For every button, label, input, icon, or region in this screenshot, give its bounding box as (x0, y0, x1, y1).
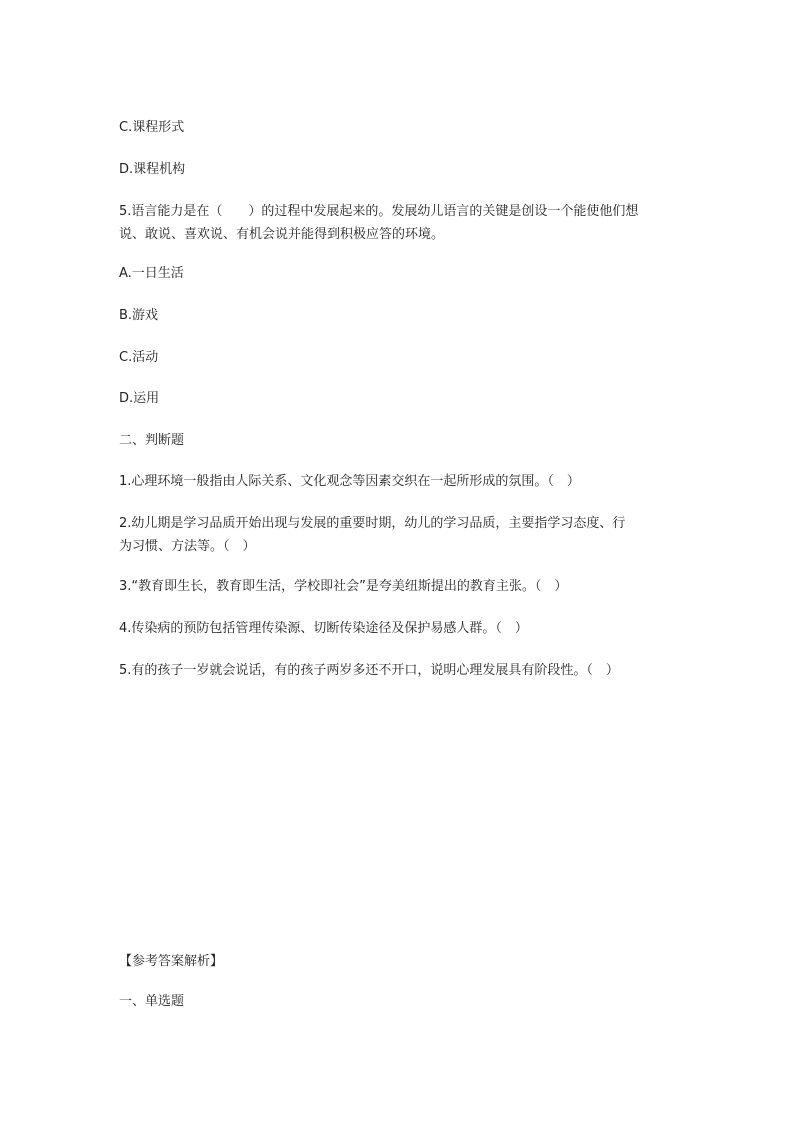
option-d-q5: D.运用 (119, 391, 160, 406)
question-5-line-1: 5.语言能力是在（ ）的过程中发展起来的。发展幼儿语言的关键是创设一个能使他们想 (119, 204, 639, 219)
judgment-question-4: 4.传染病的预防包括管理传染源、切断传染途径及保护易感人群。（ ） (119, 621, 528, 636)
option-a-q5: A.一日生活 (119, 266, 184, 281)
option-c-q5: C.活动 (119, 350, 159, 365)
section-heading-single-choice: 一、单选题 (119, 994, 185, 1009)
option-c-q4: C.课程形式 (119, 120, 185, 135)
judgment-question-2-line-2: 为习惯、方法等。（ ） (119, 539, 256, 554)
option-d-q4: D.课程机构 (119, 162, 186, 177)
judgment-question-3: 3.“教育即生长，教育即生活，学校即社会”是夸美纽斯提出的教育主张。（ ） (119, 579, 568, 594)
judgment-question-2-line-1: 2.幼儿期是学习品质开始出现与发展的重要时期，幼儿的学习品质，主要指学习态度、行 (119, 516, 626, 531)
judgment-question-1: 1.心理环境一般指由人际关系、文化观念等因素交织在一起所形成的氛围。（ ） (119, 474, 580, 489)
option-b-q5: B.游戏 (119, 308, 159, 323)
answer-analysis-heading: 【参考答案解析】 (119, 954, 224, 969)
judgment-question-5: 5.有的孩子一岁就会说话，有的孩子两岁多还不开口，说明心理发展具有阶段性。（ ） (119, 663, 619, 678)
question-5-line-2: 说、敢说、喜欢说、有机会说并能得到积极应答的环境。 (119, 227, 445, 242)
section-heading-judgment: 二、判断题 (119, 433, 185, 448)
